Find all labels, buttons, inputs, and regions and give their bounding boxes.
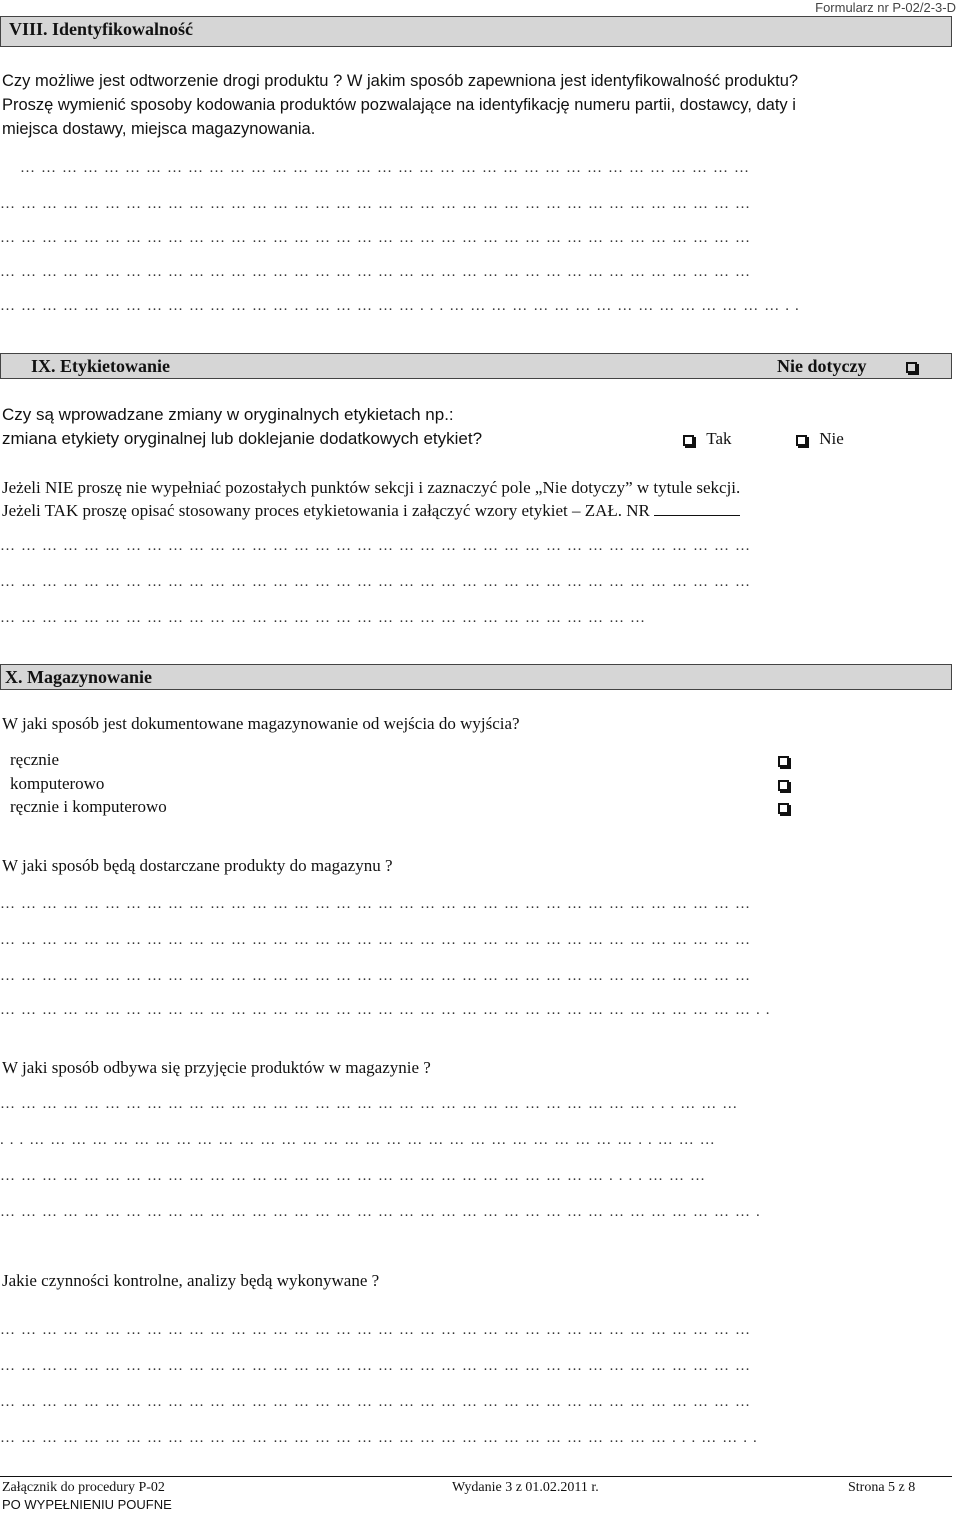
not-applicable-label: Nie dotyczy	[777, 356, 867, 376]
section-title: IX. Etykietowanie	[31, 356, 170, 376]
option-checkbox-manual[interactable]	[778, 752, 789, 770]
question-text: W jaki sposób odbywa się przyjęcie produktów w magazynie ?	[2, 1058, 431, 1077]
section-title: VIII. Identyfikowalność	[9, 19, 194, 39]
section-title-bar-identification	[0, 16, 952, 47]
question-text: W jaki sposób będą dostarczane produkty do magazynu ?	[2, 856, 393, 875]
footer-attachment: Załącznik do procedury P-02	[2, 1480, 165, 1495]
option-label: ręcznie	[10, 750, 60, 769]
option-checkbox-both[interactable]	[778, 799, 789, 817]
option-yes[interactable]	[683, 429, 732, 449]
footer-confidential: PO WYPEŁNIENIU POUFNE	[2, 1497, 172, 1512]
instruction-text: Jeżeli TAK proszę opisać stosowany proces etykietowania i załączyć wzory etykiet – ZAŁ. NR	[2, 501, 650, 520]
answer-line[interactable]: ……………………………………………………………………………………………	[20, 160, 755, 176]
option-label: Tak	[706, 429, 732, 448]
option-label: Nie	[819, 429, 844, 448]
attachment-number-field[interactable]	[654, 501, 740, 516]
form-number: Formularz nr P-02/2-3-D	[815, 0, 956, 15]
answer-line[interactable]: …………………………………………………………………………………	[0, 610, 651, 626]
question-text: Czy są wprowadzane zmiany w oryginalnych etykietach np.:	[2, 405, 454, 424]
answer-line[interactable]: ……………………………………………………………………………………………….	[0, 1204, 766, 1220]
footer-edition: Wydanie 3 z 01.02.2011 r.	[452, 1480, 599, 1495]
answer-line[interactable]: ………………………………………………………………………………………………	[0, 196, 756, 212]
answer-line[interactable]: ………………………………………………………………………………………………	[0, 1394, 756, 1410]
option-label: ręcznie i komputerowo	[10, 797, 167, 816]
footer-divider	[0, 1476, 952, 1477]
answer-line[interactable]: ………………………………………………………………………………………………	[0, 1358, 756, 1374]
answer-line[interactable]: ……………………………………………………………………………………...……..	[0, 1430, 763, 1446]
checkbox-icon	[778, 780, 789, 791]
option-checkbox-computer[interactable]	[778, 776, 789, 794]
answer-line[interactable]: ………………………………………………………………………………………………	[0, 932, 756, 948]
question-text: zmiana etykiety oryginalnej lub doklejanie dodatkowych etykiet?	[2, 429, 483, 448]
checkbox-icon	[906, 362, 917, 373]
answer-line[interactable]: ………………………………………………………………………………………………	[0, 538, 756, 554]
question-text: miejsca dostawy, miejsca magazynowania.	[2, 120, 316, 138]
section-title: X. Magazynowanie	[5, 667, 152, 687]
answer-line[interactable]: ………………………………………………………………………………………………..	[0, 1002, 776, 1018]
option-label: komputerowo	[10, 774, 105, 793]
question-text: W jaki sposób jest dokumentowane magazynowanie od wejścia do wyjścia?	[2, 714, 520, 733]
question-text: Czy możliwe jest odtworzenie drogi produktu ? W jakim sposób zapewniona jest identyfikowalność produktu?	[2, 72, 799, 90]
instruction-text-attachment	[2, 501, 740, 521]
checkbox-icon	[778, 803, 789, 814]
answer-line[interactable]: ………………………………………………………………………………………………	[0, 1322, 756, 1338]
answer-line[interactable]: ………………………………………………………………………………………………	[0, 230, 756, 246]
checkbox-icon	[796, 435, 807, 446]
answer-line[interactable]: ………………………………………………………………………………………………	[0, 574, 756, 590]
answer-line[interactable]: ………………………………………………………………………………………………	[0, 968, 756, 984]
question-text: Proszę wymienić sposoby kodowania produktów pozwalające na identyfikację numeru partii, dostawcy, daty i	[2, 96, 796, 114]
instruction-text: Jeżeli NIE proszę nie wypełniać pozostałych punktów sekcji i zaznaczyć pole „Nie dotyczy” w tytule sekcji.	[2, 478, 741, 497]
answer-line[interactable]: …………………………………………………………………………………...………	[0, 1096, 744, 1112]
option-no[interactable]	[796, 429, 844, 449]
checkbox-icon	[778, 756, 789, 767]
section-title-bar-labeling	[0, 353, 952, 379]
answer-line[interactable]: ………………………………………………………………………………………………	[0, 264, 756, 280]
footer-page-number: Strona 5 z 8	[848, 1480, 916, 1495]
answer-line[interactable]: ………………………………………………………………………………………………	[0, 896, 756, 912]
section-title-bar-storage	[0, 664, 952, 690]
checkbox-icon	[683, 435, 694, 446]
answer-line[interactable]: ...……………………………………………………………………………..………	[0, 1132, 721, 1148]
question-text: Jakie czynności kontrolne, analizy będą wykonywane ?	[2, 1271, 380, 1290]
answer-line[interactable]: ……………………………………………………………………………....………	[0, 1168, 711, 1184]
answer-line[interactable]: ……………………………………………………...…………………………………………..	[0, 298, 805, 314]
